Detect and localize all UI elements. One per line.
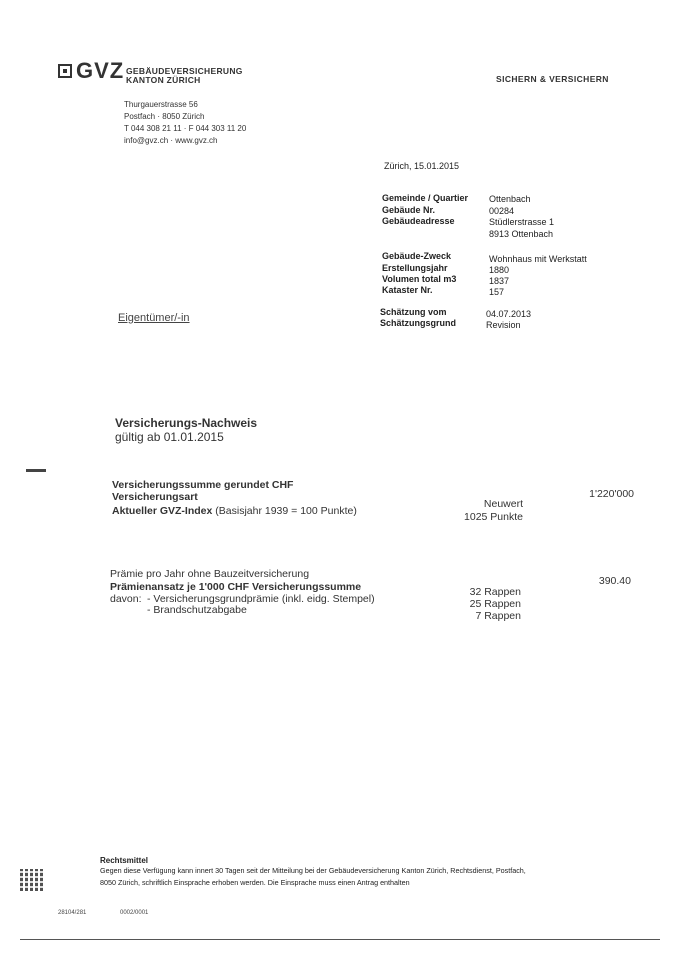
address-street: Thurgauerstrasse 56: [124, 100, 198, 109]
value-schaetzungsgrund: Revision: [486, 320, 521, 330]
rechtsmittel-text-line1: Gegen diese Verfügung kann innert 30 Tagen seit der Mitteilung bei der Gebäudeversicherung Kanton Zürich, Rechtsdienst, Postfach,: [100, 866, 526, 875]
label-gemeinde: Gemeinde / Quartier: [382, 193, 469, 203]
insurance-sum-value: 1'220'000: [589, 488, 634, 500]
nachweis-valid-from: gültig ab 01.01.2015: [115, 430, 224, 444]
nachweis-title: Versicherungs-Nachweis: [115, 416, 258, 430]
insurance-type-value: Neuwert: [483, 498, 523, 510]
insurance-type-label: Versicherungsart: [112, 491, 198, 503]
label-schaetzungsgrund: Schätzungsgrund: [380, 318, 456, 328]
footer-divider: [20, 939, 660, 940]
value-gebaeudeadresse: Stüdlerstrasse 1: [489, 217, 555, 227]
document-code-1: 28104/281: [58, 910, 87, 916]
datamatrix-code-icon: [20, 869, 44, 891]
premium-rate-value: 32 Rappen: [469, 586, 521, 598]
value-gebaeude-zweck: Wohnhaus mit Werkstatt: [489, 254, 587, 264]
rechtsmittel-text-line2: 8050 Zürich, schriftlich Einsprache erhoben werden. Die Einsprache muss einen Antrag enthalten: [100, 878, 410, 887]
premium-item2-value: 7 Rappen: [475, 610, 521, 622]
value-gemeinde: Ottenbach: [489, 194, 531, 204]
insurance-index-label: Aktueller GVZ-Index: [112, 505, 213, 517]
label-gebaeude-zweck: Gebäude-Zweck: [382, 251, 452, 261]
label-gebaeude-nr: Gebäude Nr.: [382, 205, 436, 215]
premium-year-value: 390.40: [598, 575, 631, 587]
org-name-line2: KANTON ZÜRICH: [126, 75, 201, 85]
premium-year-row: [110, 568, 309, 580]
rechtsmittel-title: Rechtsmittel: [100, 856, 149, 865]
insurance-index-note: (Basisjahr 1939 = 100 Punkte): [215, 505, 357, 517]
premium-year-note: ohne Bauzeitversicherung: [187, 568, 310, 580]
label-schaetzung-vom: Schätzung vom: [380, 307, 447, 317]
address-phone: T 044 308 21 11 · F 044 303 11 20: [124, 124, 247, 133]
value-gebaeude-nr: 00284: [489, 206, 515, 216]
premium-item1-label: - Versicherungsgrundprämie (inkl. eidg. Stempel): [147, 593, 375, 605]
premium-davon-label: davon:: [110, 593, 142, 605]
value-kataster-nr: 157: [489, 287, 505, 297]
logo-text: GVZ: [76, 58, 125, 83]
premium-item2-label: - Brandschutzabgabe: [147, 604, 247, 616]
premium-item1-value: 25 Rappen: [469, 598, 521, 610]
slogan: SICHERN & VERSICHERN: [496, 74, 609, 84]
insurance-index-row: [112, 505, 357, 517]
margin-mark: [26, 469, 46, 472]
value-volumen: 1837: [489, 276, 510, 286]
label-volumen: Volumen total m3: [382, 274, 457, 284]
label-gebaeudeadresse: Gebäudeadresse: [382, 216, 455, 226]
address-postfach: Postfach · 8050 Zürich: [124, 112, 205, 121]
date-line: Zürich, 15.01.2015: [384, 161, 460, 171]
value-erstellungsjahr: 1880: [489, 265, 510, 275]
insurance-sum-label: Versicherungssumme gerundet CHF: [112, 479, 294, 491]
org-name-line1: GEBÄUDEVERSICHERUNG: [126, 66, 243, 76]
value-plz-ort: 8913 Ottenbach: [489, 229, 554, 239]
address-web: info@gvz.ch · www.gvz.ch: [124, 136, 218, 145]
label-kataster-nr: Kataster Nr.: [382, 285, 433, 295]
owner-label: Eigentümer/-in: [118, 312, 190, 324]
value-schaetzung-vom: 04.07.2013: [486, 309, 532, 319]
document-code-2: 0002/0001: [120, 910, 149, 916]
premium-rate-label: Prämienansatz je 1'000 CHF Versicherungssumme: [110, 581, 362, 593]
gvz-square-icon: [58, 64, 72, 78]
insurance-index-value: 1025 Punkte: [464, 511, 523, 523]
premium-year-label: Prämie pro Jahr: [110, 568, 185, 580]
label-erstellungsjahr: Erstellungsjahr: [382, 263, 448, 273]
